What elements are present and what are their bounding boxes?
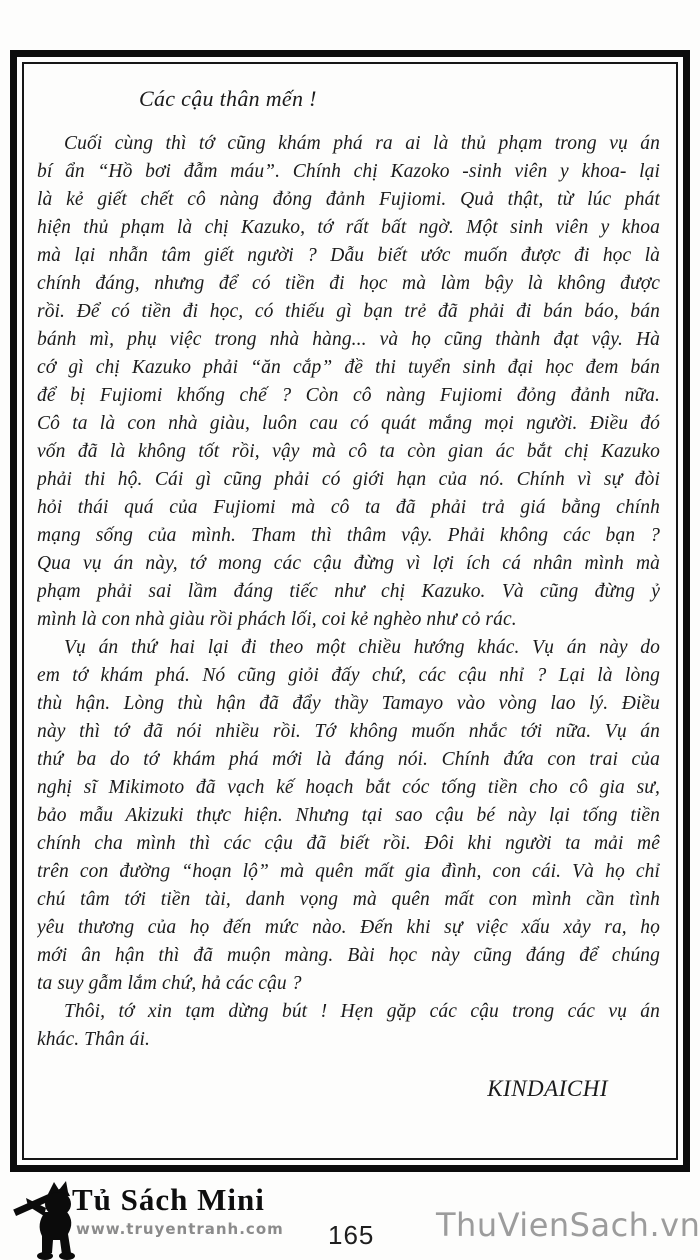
letter-signature: KINDAICHI (487, 1076, 608, 1101)
watermark-thuviensach: ThuVienSach.vn (436, 1206, 700, 1244)
letter-line: mình là con nhà giàu rồi phách lối, coi kẻ nghèo như cỏ rác. (37, 609, 517, 630)
letter-line: hỏi thái quá của Fujiomi mà cô ta đã phải trả giá bằng chính (37, 497, 660, 518)
letter-line: nghị sĩ Mikimoto đã vạch kế hoạch bắt cóc tống tiền cho cô gia sư, (37, 777, 660, 798)
letter-line: Cuối cùng thì tớ cũng khám phá ra ai là thủ phạm trong vụ án (64, 133, 660, 154)
letter-line: trên con đường “hoạn lộ” mà quên mất gia đình, con cái. Và họ chỉ (37, 861, 660, 882)
letter-heading: Các cậu thân mến ! (139, 86, 317, 111)
letter-line: thù hận. Lòng thù hận đã đẩy thầy Tamayo vào vòng lao lý. Điều (37, 693, 660, 714)
letter-line: là kẻ giết chết cô nàng đỏng đảnh Fujiomi. Quả thật, từ lúc phát (37, 189, 660, 210)
page-number: 165 (328, 1220, 375, 1250)
letter-line: vốn đã là không tốt rồi, vậy mà cô ta còn gian ác bắt chị Kazuko (37, 441, 660, 462)
letter-line: mạng sống của mình. Tham thì thâm vậy. Phải không các bạn ? (37, 525, 660, 546)
page-border-frame (10, 50, 690, 1172)
letter-paragraph (37, 130, 660, 634)
letter-line: em tớ khám phá. Nó cũng giỏi đấy chứ, các cậu nhỉ ? Lại là lòng (37, 665, 660, 686)
letter-line: khác. Thân ái. (37, 1029, 150, 1050)
letter-line: để bị Fujiomi khống chế ? Còn cô nàng Fujiomi đỏng đảnh nữa. (37, 385, 660, 406)
letter-line: rồi. Để có tiền đi học, có thiếu gì bạn trẻ đã phải đi bán báo, bán (37, 301, 660, 322)
publisher-url: www.truyentranh.com (76, 1220, 284, 1238)
letter-line: Qua vụ án này, tớ mong các cậu đừng vì lợi ích cá nhân mình mà (37, 553, 660, 574)
letter-line: hiện thủ phạm là chị Kazuko, tớ rất bất ngờ. Một sinh viên y khoa (37, 217, 660, 238)
letter-line: bí ẩn “Hồ bơi đẫm máu”. Chính chị Kazoko -sinh viên y khoa- lại (37, 161, 660, 182)
letter-line: cớ gì chị Kazuko phải “ăn cắp” đề thi tuyển sinh đại học đem bán (37, 357, 660, 378)
letter-paragraph (37, 998, 660, 1054)
letter-line: ta suy gẫm lắm chứ, hả các cậu ? (37, 973, 302, 994)
letter-line: này thì tớ đã nói nhiều rồi. Tớ không muốn nhắc tới nữa. Vụ án (37, 721, 660, 742)
letter-body (37, 130, 660, 1054)
letter-line: chính cha mình thì các cậu đã biết rồi. Đôi khi người ta mải mê (37, 833, 660, 854)
letter-paragraph (37, 634, 660, 998)
letter-line: Vụ án thứ hai lại đi theo một chiều hướng khác. Vụ án này do (64, 637, 660, 658)
letter-line: yêu thương của họ đến mức nào. Đến khi sự việc xấu xảy ra, họ (37, 917, 660, 938)
letter-line: chú tâm tới tiền tài, danh vọng mà quên mất con mình cần tình (37, 889, 660, 910)
letter-line: phạm phải sai lầm đáng tiếc như chị Kazuko. Và cũng đừng ỷ (37, 581, 660, 602)
letter-line: thứ ba do tớ khám phá mới là đáng nói. Chính đứa con trai của (37, 749, 660, 770)
letter-line: Cô ta là con nhà giàu, luôn cau có quát mắng mọi người. Điều đó (37, 413, 660, 434)
letter-line: bảo mẫu Akizuki thực hiện. Nhưng tại sao cậu bé này lại tống tiền (37, 805, 660, 826)
letter-line: Thôi, tớ xin tạm dừng bút ! Hẹn gặp các cậu trong các vụ án (64, 1001, 660, 1022)
letter-line: phải thi hộ. Cái gì cũng phải có giới hạn của nó. Chính vì sự đòi (37, 469, 660, 490)
letter-line: mới ân hận thì đã muộn màng. Bài học này cũng đáng để chúng (37, 945, 660, 966)
letter-line: chính đáng, nhưng để có tiền đi học mà làm bậy là không được (37, 273, 660, 294)
letter-line: mà lại nhẫn tâm giết người ? Dẫu biết ước muốn được đi học là (37, 245, 660, 266)
publisher-name: Tủ Sách Mini (72, 1182, 265, 1217)
letter-line: bánh mì, phụ việc trong nhà hàng... và họ cũng thành đạt vậy. Hà (37, 329, 660, 350)
page-inner-frame (22, 62, 678, 1160)
page-footer (0, 1172, 700, 1256)
